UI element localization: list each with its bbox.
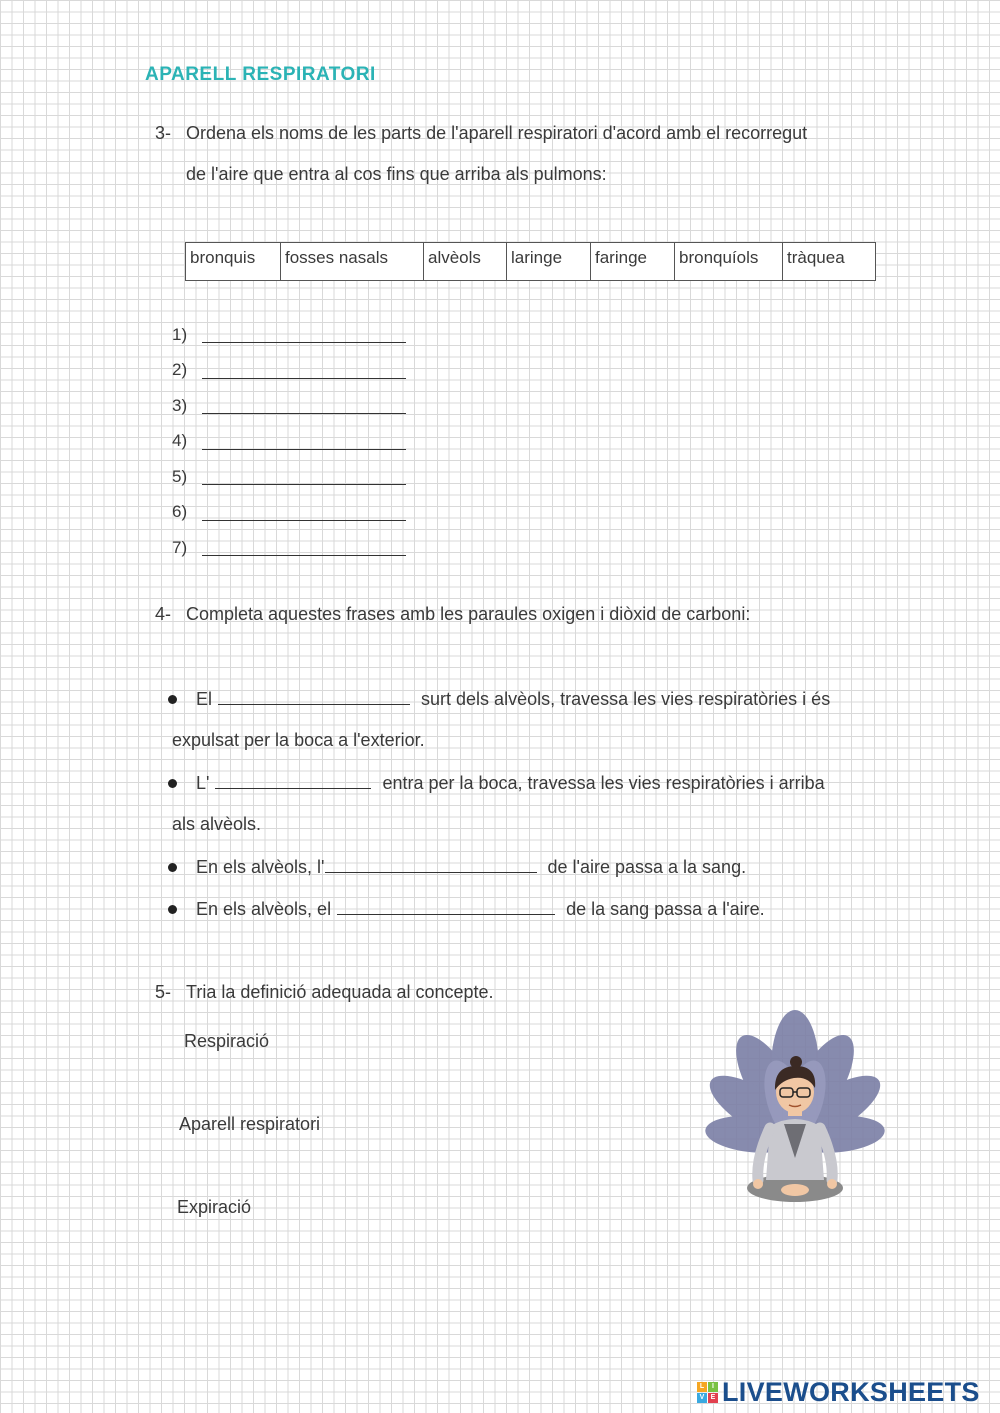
bullet-icon (168, 779, 177, 788)
answer-row (172, 495, 406, 531)
answer-row (172, 424, 406, 460)
concept-aparell-respiratori: Aparell respiratori (179, 1114, 321, 1134)
answer-number: 4) (172, 431, 188, 451)
word-cell: fosses nasals (281, 243, 424, 281)
answer-row (172, 459, 406, 495)
sentence-2 (196, 772, 825, 794)
bullet-icon (168, 863, 177, 872)
word-cell: alvèols (424, 243, 507, 281)
answer-input-1[interactable] (202, 326, 406, 343)
word-cell: bronquis (186, 243, 281, 281)
answer-input-3[interactable] (202, 397, 406, 414)
liveworksheets-logo (697, 1377, 980, 1408)
q4-prompt: Completa aquestes frases amb les paraules oxigen i diòxid de carboni: (186, 604, 751, 624)
answer-input-2[interactable] (202, 362, 406, 379)
answer-row (172, 353, 406, 389)
concept-expiracio: Expiració (177, 1197, 252, 1217)
word-cell: bronquíols (675, 243, 783, 281)
sentence-1-end: surt dels alvèols, travessa les vies respiratòries i és (421, 689, 831, 709)
sentence-1-start: El (196, 689, 213, 709)
bullet-icon (168, 905, 177, 914)
concept-respiracio: Respiració (184, 1031, 270, 1051)
answer-input-5[interactable] (202, 468, 406, 485)
sentence-3 (196, 856, 746, 878)
sentence-4-end: de la sang passa a l'aire. (566, 899, 765, 919)
logo-blocks-icon: L I V E (697, 1382, 718, 1403)
sentence-1 (196, 688, 830, 710)
q3-line1: Ordena els noms de les parts de l'aparell respiratori d'acord amb el recorregut (186, 123, 808, 143)
sentence-1-continued: expulsat per la boca a l'exterior. (172, 730, 425, 750)
sentence-4-start: En els alvèols, el (196, 899, 332, 919)
meditating-avatar-illustration (678, 1008, 912, 1212)
ordering-answer-list (172, 317, 406, 566)
sentence-3-start: En els alvèols, l' (196, 857, 325, 877)
sentence-2-start: L' (196, 773, 210, 793)
answer-input-4[interactable] (202, 433, 406, 450)
answer-number: 7) (172, 537, 188, 557)
sentence-3-end: de l'aire passa a la sang. (547, 857, 747, 877)
bullet-icon (168, 695, 177, 704)
q5-prompt: Tria la definició adequada al concepte. (186, 982, 494, 1002)
q5-number: 5- (155, 982, 172, 1002)
blank-input-2[interactable] (215, 772, 371, 789)
word-bank-table (185, 242, 876, 281)
word-cell: laringe (507, 243, 591, 281)
answer-row (172, 388, 406, 424)
answer-number: 2) (172, 360, 188, 380)
word-cell: faringe (591, 243, 675, 281)
sentence-2-continued: als alvèols. (172, 814, 262, 834)
answer-row (172, 530, 406, 566)
q4-number: 4- (155, 604, 172, 624)
sentence-2-end: entra per la boca, travessa les vies respiratòries i arriba (382, 773, 825, 793)
blank-input-4[interactable] (337, 898, 555, 915)
blank-input-3[interactable] (325, 856, 537, 873)
answer-number: 6) (172, 502, 188, 522)
q3-number: 3- (155, 123, 172, 143)
word-cell: tràquea (783, 243, 876, 281)
sentence-4 (196, 898, 765, 920)
logo-text: LIVEWORKSHEETS (722, 1377, 980, 1407)
answer-number: 1) (172, 324, 188, 344)
answer-number: 5) (172, 466, 188, 486)
answer-input-6[interactable] (202, 504, 406, 521)
blank-input-1[interactable] (218, 688, 410, 705)
answer-number: 3) (172, 395, 188, 415)
answer-input-7[interactable] (202, 539, 406, 556)
q3-line2: de l'aire que entra al cos fins que arriba als pulmons: (186, 164, 607, 184)
answer-row (172, 317, 406, 353)
page-title: APARELL RESPIRATORI (145, 64, 376, 85)
